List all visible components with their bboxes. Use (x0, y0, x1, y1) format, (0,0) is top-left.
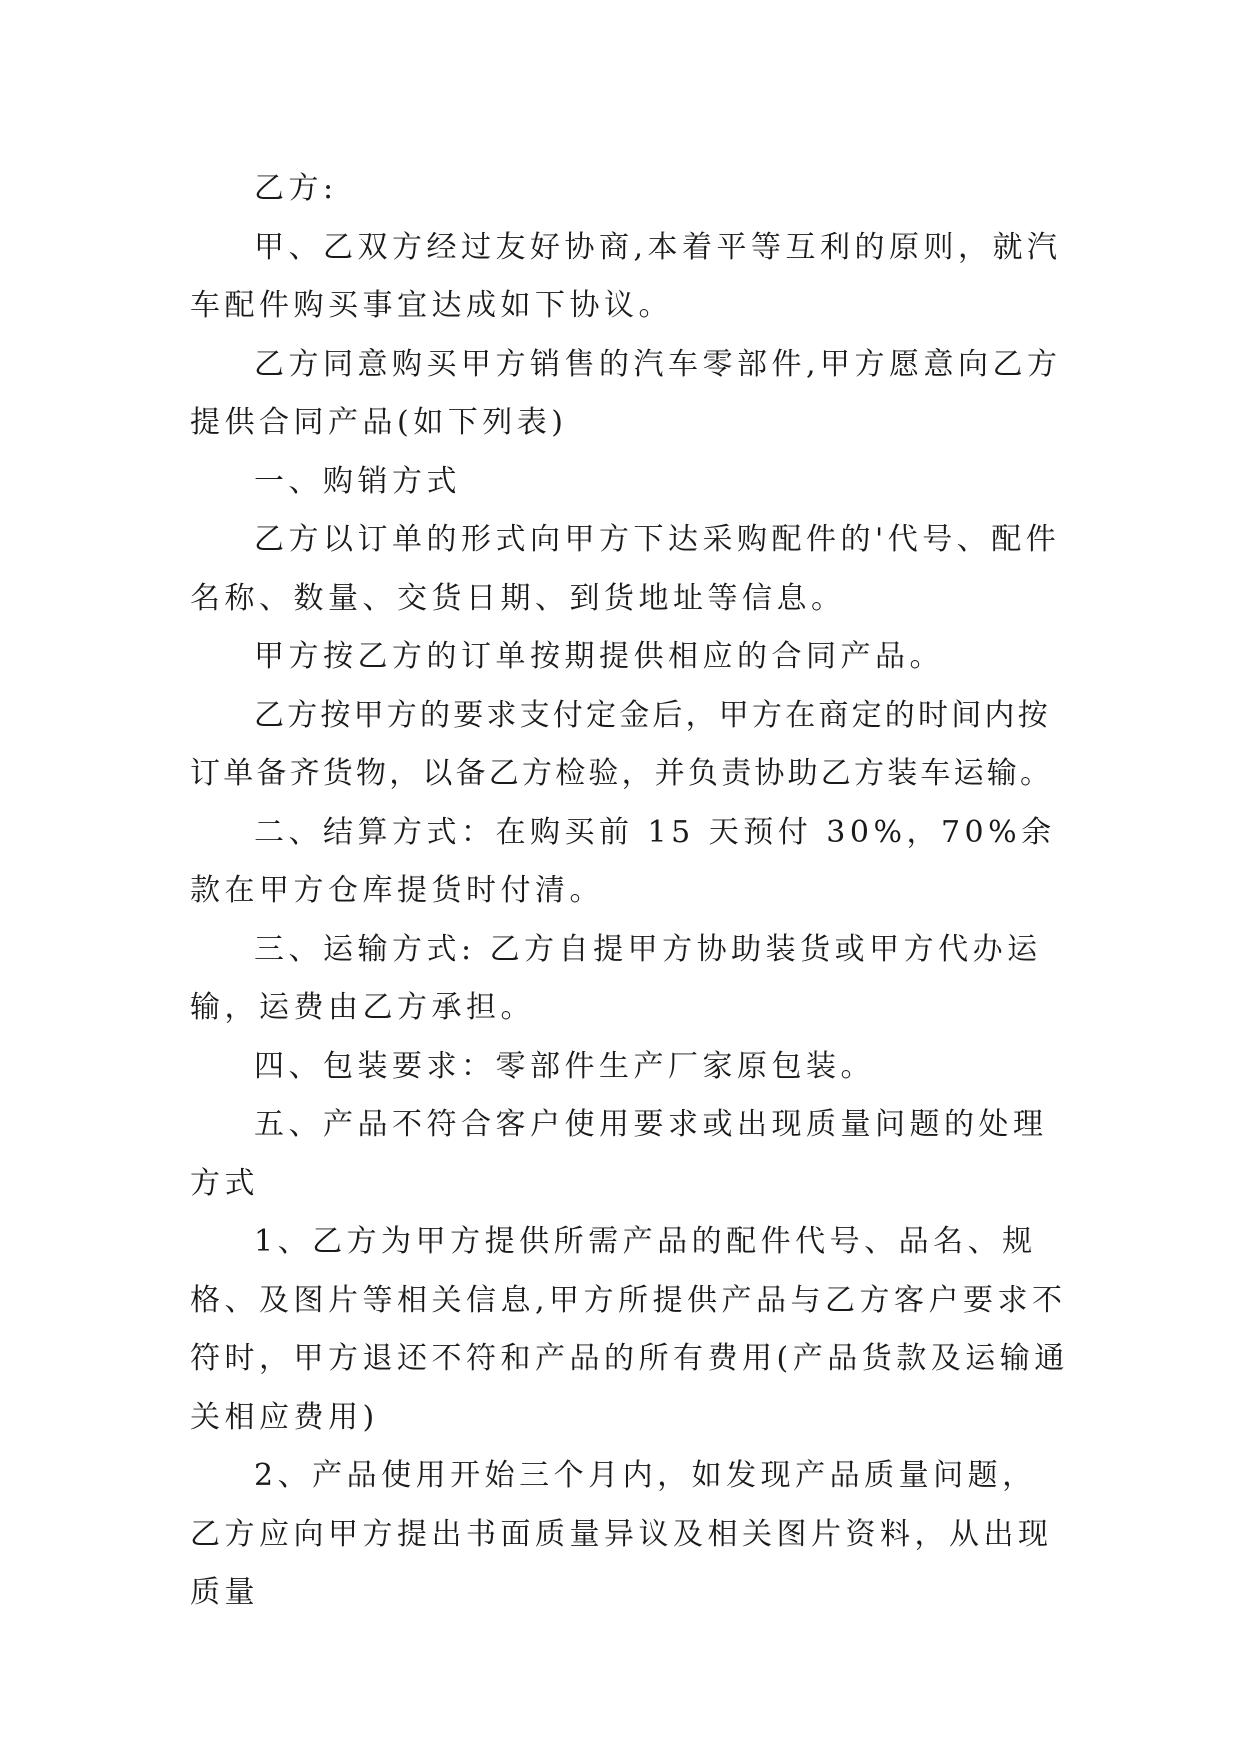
paragraph-intro: 甲、乙双方经过友好协商,本着平等互利的原则，就汽车配件购买事宜达成如下协议。 (190, 229, 1062, 323)
paragraph-transport: 三、运输方式: 乙方自提甲方协助装货或甲方代办运输，运费由乙方承担。 (190, 931, 1042, 1025)
paragraph-packaging: 四、包装要求：零部件生产厂家原包装。 (254, 1048, 875, 1084)
paragraph-supply-on-time: 甲方按乙方的订单按期提供相应的合同产品。 (254, 639, 944, 674)
paragraph-deposit: 乙方按甲方的要求支付定金后，甲方在商定的时间内按订单备齐货物，以备乙方检验，并负责协助乙方装车运输。 (190, 697, 1054, 791)
paragraph-party-b: 乙方: (254, 171, 338, 206)
paragraph-item-2: 2、产品使用开始三个月内，如发现产品质量问题，乙方应向甲方提出书面质量异议及相关图片资料，从出现质量 (190, 1458, 1053, 1610)
paragraph-agreement: 乙方同意购买甲方销售的汽车零部件,甲方愿意向乙方提供合同产品(如下列表) (190, 346, 1062, 440)
paragraph-item-1: 1、乙方为甲方提供所需产品的配件代号、品名、规格、及图片等相关信息,甲方所提供产品与乙方客户要求不符时，甲方退还不符和产品的所有费用(产品货款及运输通关相应费用) (190, 1224, 1069, 1435)
document-body (190, 160, 1070, 1623)
heading-nonconformity: 五、产品不符合客户使用要求或出现质量问题的处理方式 (190, 1107, 1048, 1201)
paragraph-settlement: 二、结算方式：在购买前 15 天预付 30%，70%余款在甲方仓库提货时付清。 (190, 814, 1056, 908)
heading-purchase-method: 一、购销方式 (254, 463, 461, 499)
paragraph-order-form: 乙方以订单的形式向甲方下达采购配件的'代号、配件名称、数量、交货日期、到货地址等信息。 (190, 522, 1061, 616)
